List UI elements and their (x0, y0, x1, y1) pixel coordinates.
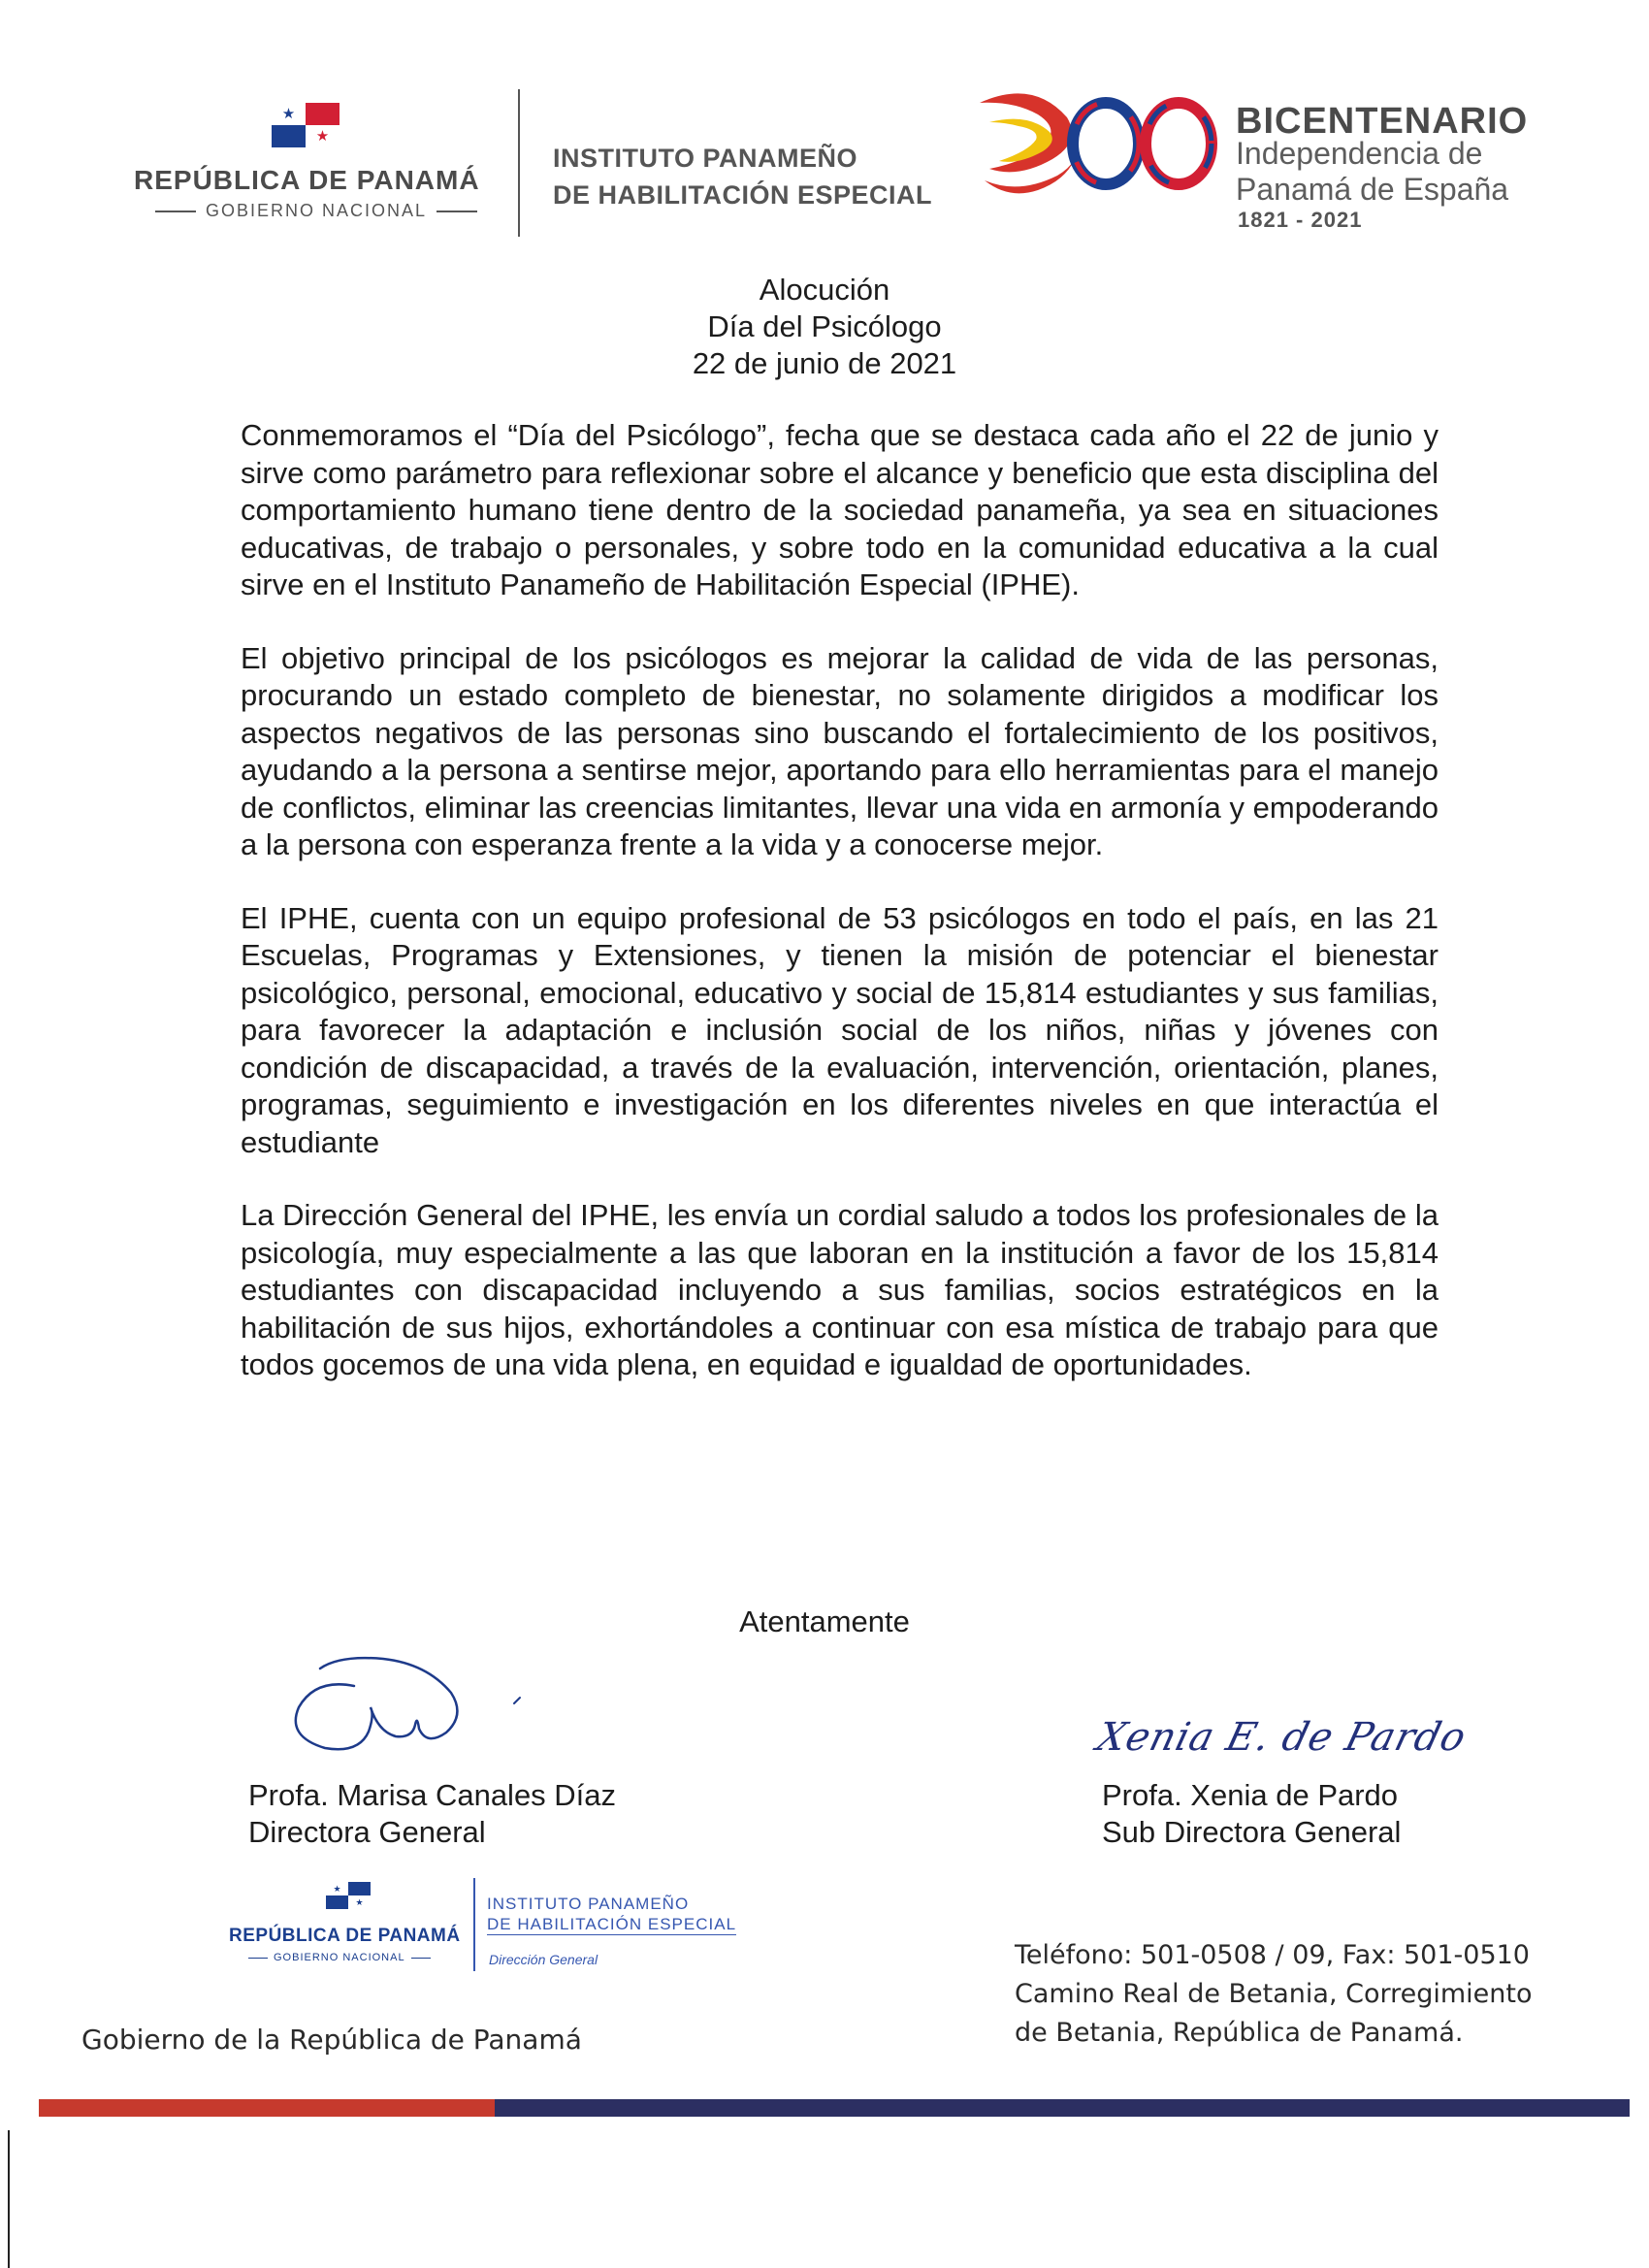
signatory-right (1102, 1777, 1401, 1851)
republic-name: REPÚBLICA DE PANAMÁ (134, 165, 480, 195)
stamp-government-text: GOBIERNO NACIONAL (274, 1952, 405, 1963)
government-of-panama: Gobierno de la República de Panamá (81, 2024, 582, 2056)
stamp-institute-line1: INSTITUTO PANAMEÑO (487, 1895, 690, 1913)
body-paragraph: El IPHE, cuenta con un equipo profesional de 53 psicólogos en todo el país, en las 21 Escuelas, Programas y Extensiones, y tienen la misión de potenciar el bienestar psicológico, personal, emocional, educativo y social de 15,814 estudiantes y sus familias, para favorecer la adaptación e inclusión social de los niños, niñas y jóvenes con condición de discapacidad, a través de la evaluación, intervención, orientación, planes, programas, seguimiento e investigación en los diferentes niveles en que interactúa el estudiante (241, 900, 1439, 1159)
footer-bar-navy (495, 2099, 1630, 2117)
signatory-left (248, 1777, 616, 1851)
document-body (241, 417, 1439, 1420)
bicentennial-years: 1821 - 2021 (1238, 208, 1363, 232)
stamp-direction: Dirección General (489, 1952, 598, 1967)
divider-line (248, 1958, 268, 1959)
scan-edge-line (8, 2130, 10, 2268)
signatory-left-name: Profa. Marisa Canales Díaz (248, 1778, 617, 1812)
title-line3: 22 de junio de 2021 (692, 346, 957, 380)
stamp-government (248, 1952, 431, 1963)
body-paragraph: Conmemoramos el “Día del Psicólogo”, fecha que se destaca cada año el 22 de junio y sirve como parámetro para reflexionar sobre el alcance y beneficio que esta disciplina del comportamiento humano tiene dentro de la sociedad panameña, ya sea en situaciones educativas, de trabajo o personales, y sobre todo en la comunidad educativa a la cual sirve en el Instituto Panameño de Habilitación Especial (IPHE). (241, 418, 1439, 601)
contact-phone: Teléfono: 501-0508 / 09, Fax: 501-0510 (1015, 1940, 1530, 1970)
contact-address-line2: de Betania, República de Panamá. (1015, 2018, 1464, 2048)
contact-info (1015, 1936, 1533, 2053)
stamp-divider (473, 1878, 475, 1971)
signature-right-handwritten: Xenia E. de Pardo (1092, 1715, 1471, 1760)
government-label-text: GOBIERNO NACIONAL (206, 201, 428, 220)
signatory-right-title: Sub Directora General (1102, 1815, 1402, 1849)
divider-line (411, 1958, 431, 1959)
government-label (155, 201, 477, 221)
divider-line (155, 211, 196, 212)
document-title (0, 272, 1649, 382)
stamp-republic-name: REPÚBLICA DE PANAMÁ (229, 1926, 461, 1946)
title-line2: Día del Psicólogo (707, 309, 942, 343)
body-paragraph: La Dirección General del IPHE, les envía un cordial saludo a todos los profesionales de la psicología, muy especialmente a las que laboran en la institución a favor de los 15,814 estudiantes con discapacidad incluyendo a sus familias, socios estratégicos en la habilitación de sus hijos, exhortándoles a continuar con esa mística de trabajo para que todos gocemos de una vida plena, en equidad e igualdad de oportunidades. (241, 1198, 1439, 1381)
panama-flag-small-icon: ★ ★ (326, 1882, 371, 1909)
panama-flag-icon: ★ ★ (272, 103, 340, 147)
bicentennial-line2: Panamá de España (1236, 172, 1509, 207)
signatory-right-name: Profa. Xenia de Pardo (1102, 1778, 1399, 1812)
bicentennial-subtitle (1236, 136, 1508, 208)
institute-name-line2: DE HABILITACIÓN ESPECIAL (553, 180, 933, 210)
bicentennial-line1: Independencia de (1236, 136, 1483, 171)
divider-line (436, 211, 477, 212)
footer-bar-red (39, 2099, 495, 2117)
institute-name-line1: INSTITUTO PANAMEÑO (553, 144, 858, 173)
body-paragraph: El objetivo principal de los psicólogos es mejorar la calidad de vida de las personas, procurando un estado completo de bienestar, no solamente dirigidos a modificar los aspectos negativos de las personas sino buscando el fortalecimiento de los positivos, ayudando a la persona a sentirse mejor, aportando para ello herramientas para el manejo de conflictos, eliminar las creencias limitantes, llevar una vida en armonía y empoderando a la persona con esperanza frente a la vida y a conocerse mejor. (241, 640, 1439, 861)
contact-address-line1: Camino Real de Betania, Corregimiento (1015, 1979, 1533, 2009)
stamp-institute-line2: DE HABILITACIÓN ESPECIAL (487, 1915, 737, 1933)
footer-color-bar (39, 2099, 1630, 2117)
stamp-institute (487, 1894, 736, 1935)
signatory-left-title: Directora General (248, 1815, 486, 1849)
bicentennial-title: BICENTENARIO (1236, 101, 1529, 142)
bicentennial-logo-icon (960, 83, 1232, 210)
closing-text: Atentamente (739, 1604, 910, 1638)
title-line1: Alocución (759, 273, 890, 307)
institute-name (553, 140, 932, 213)
header-divider (518, 89, 520, 237)
